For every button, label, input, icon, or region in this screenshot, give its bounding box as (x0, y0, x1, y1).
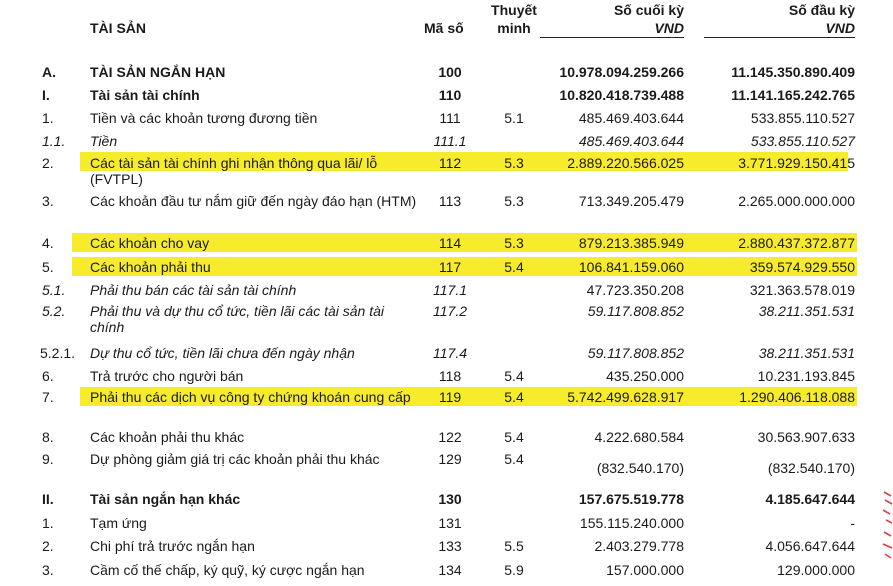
row-end-value: 59.117.808.852 (587, 345, 684, 361)
row-code: 100 (438, 64, 462, 80)
row-end-value: 485.469.403.644 (578, 133, 684, 149)
row-code: 131 (438, 515, 462, 531)
red-stamp-fragment (881, 490, 893, 560)
row-number: 4. (42, 235, 54, 251)
row-number: 5.2. (42, 303, 66, 319)
row-code: 117.4 (433, 345, 467, 361)
row-label: Cầm cố thế chấp, ký quỹ, ký cược ngắn hạn (90, 562, 365, 578)
row-code: 111.1 (433, 133, 467, 149)
header-code: Mã số (424, 20, 464, 36)
row-note: 5.3 (504, 155, 524, 171)
row-end-value: 435.250.000 (606, 368, 684, 384)
row-beg-value: 4.185.647.644 (765, 491, 855, 507)
row-number: 6. (42, 368, 54, 384)
row-code: 118 (438, 368, 462, 384)
row-label: Các khoản cho vay (90, 235, 210, 251)
row-number: 5. (42, 259, 54, 275)
row-beg-value: 38.211.351.531 (758, 345, 855, 361)
row-code: 117 (438, 259, 462, 275)
row-number: A. (42, 64, 56, 80)
row-number: 3. (42, 562, 54, 578)
row-beg-value: (832.540.170) (767, 460, 855, 476)
row-beg-value: 11.141.165.242.765 (731, 87, 855, 103)
row-beg-value: 30.563.907.633 (757, 429, 855, 445)
row-number: 1. (42, 110, 54, 126)
header-end-underline (540, 37, 684, 38)
row-end-value: 47.723.350.208 (586, 282, 684, 298)
row-label: Trả trước cho người bán (90, 368, 244, 384)
row-note: 5.3 (504, 193, 524, 209)
row-number: 3. (42, 193, 54, 209)
row-end-value: 10.978.094.259.266 (559, 64, 684, 80)
header-asset: TÀI SẢN (90, 20, 146, 36)
row-note: 5.5 (504, 538, 524, 554)
row-end-value: 485.469.403.644 (578, 110, 684, 126)
row-code: 114 (438, 235, 462, 251)
row-beg-value: 359.574.929.550 (749, 259, 855, 275)
row-end-value: 106.841.159.060 (578, 259, 684, 275)
row-beg-value: 11.145.350.890.409 (731, 64, 855, 80)
row-code: 122 (438, 429, 462, 445)
row-code: 112 (438, 155, 462, 171)
header-beg-unit: VND (825, 20, 855, 36)
row-number: 5.2.1. (40, 345, 76, 361)
row-label: Tài sản ngắn hạn khác (90, 491, 241, 507)
header-note-line2: minh (497, 20, 531, 36)
row-number: 8. (42, 429, 54, 445)
header-beg: Số đầu kỳ (788, 2, 855, 18)
row-label: Các khoản đầu tư nắm giữ đến ngày đáo hạn (HTM) (90, 193, 417, 209)
row-number: 7. (42, 389, 54, 405)
row-code: 117.2 (433, 303, 467, 319)
row-end-value: 157.000.000 (606, 562, 684, 578)
row-end-value: (832.540.170) (596, 460, 684, 476)
row-number: 2. (42, 538, 54, 554)
row-note: 5.4 (504, 368, 524, 384)
row-end-value: 879.213.385.949 (578, 235, 684, 251)
row-label: Các khoản phải thu khác (90, 429, 245, 445)
row-number: I. (42, 87, 50, 103)
row-note: 5.4 (504, 389, 524, 405)
row-note: 5.4 (504, 259, 524, 275)
row-beg-value: 4.056.647.644 (765, 538, 855, 554)
row-beg-value: 533.855.110.527 (750, 110, 855, 126)
row-beg-value: 321.363.578.019 (749, 282, 855, 298)
row-number: 1. (42, 515, 54, 531)
row-label: Tiền và các khoản tương đương tiền (90, 110, 318, 126)
row-label: Các tài sản tài chính ghi nhận thông qua lãi/ lỗ (FVTPL) (90, 155, 378, 187)
row-end-value: 10.820.418.739.488 (559, 87, 684, 103)
row-end-value: 713.349.205.479 (578, 193, 684, 209)
row-code: 117.1 (433, 282, 467, 298)
row-code: 110 (438, 87, 462, 103)
row-code: 130 (438, 491, 462, 507)
row-end-value: 2.889.220.566.025 (567, 155, 684, 171)
row-label: Dự phòng giảm giá trị các khoản phải thu khác (90, 451, 380, 467)
row-code: 113 (438, 193, 462, 209)
row-beg-value: 10.231.193.845 (757, 368, 855, 384)
row-label: TÀI SẢN NGẮN HẠN (90, 64, 226, 80)
row-note: 5.3 (504, 235, 524, 251)
row-end-value: 2.403.279.778 (594, 538, 684, 554)
row-end-value: 155.115.240.000 (579, 515, 684, 531)
row-label: Tài sản tài chính (90, 87, 200, 103)
row-label: Chi phí trả trước ngắn hạn (90, 538, 255, 554)
row-beg-value: 3.771.929.150.415 (738, 155, 855, 171)
row-label: Tạm ứng (90, 515, 147, 531)
row-number: 9. (42, 451, 54, 467)
row-end-value: 157.675.519.778 (578, 491, 684, 507)
header-beg-underline (704, 37, 855, 38)
row-beg-value: 1.290.406.118.088 (739, 389, 855, 405)
row-code: 111 (439, 110, 461, 126)
row-note: 5.4 (504, 429, 524, 445)
row-label: Dự thu cổ tức, tiền lãi chưa đến ngày nhận (90, 345, 355, 361)
row-number: II. (42, 491, 54, 507)
row-note: 5.9 (504, 562, 524, 578)
row-beg-value: 533.855.110.527 (750, 133, 855, 149)
row-number: 5.1. (42, 282, 66, 298)
row-label: Tiền (90, 133, 118, 149)
row-code: 119 (438, 389, 462, 405)
row-number: 2. (42, 155, 54, 171)
row-beg-value: 129.000.000 (777, 562, 855, 578)
row-label: Các khoản phải thu (90, 259, 211, 275)
row-note: 5.1 (504, 110, 524, 126)
row-label: Phải thu bán các tài sản tài chính (90, 282, 297, 298)
row-code: 129 (438, 451, 462, 467)
row-beg-value: 2.880.437.372.877 (738, 235, 855, 251)
row-label: Phải thu và dự thu cổ tức, tiền lãi các tài sản tài chính (90, 303, 385, 335)
header-note-line1: Thuyết (491, 2, 537, 18)
row-note: 5.4 (504, 451, 524, 467)
row-end-value: 4.222.680.584 (594, 429, 684, 445)
row-end-value: 5.742.499.628.917 (567, 389, 684, 405)
row-beg-value: 38.211.351.531 (758, 303, 855, 319)
row-code: 134 (438, 562, 462, 578)
row-beg-value: - (850, 515, 855, 531)
row-number: 1.1. (42, 133, 66, 149)
row-label: Phải thu các dịch vụ công ty chứng khoán cung cấp (90, 389, 411, 405)
row-code: 133 (438, 538, 462, 554)
header-end: Số cuối kỳ (613, 2, 684, 18)
row-end-value: 59.117.808.852 (587, 303, 684, 319)
header-end-unit: VND (654, 20, 684, 36)
row-beg-value: 2.265.000.000.000 (738, 193, 855, 209)
